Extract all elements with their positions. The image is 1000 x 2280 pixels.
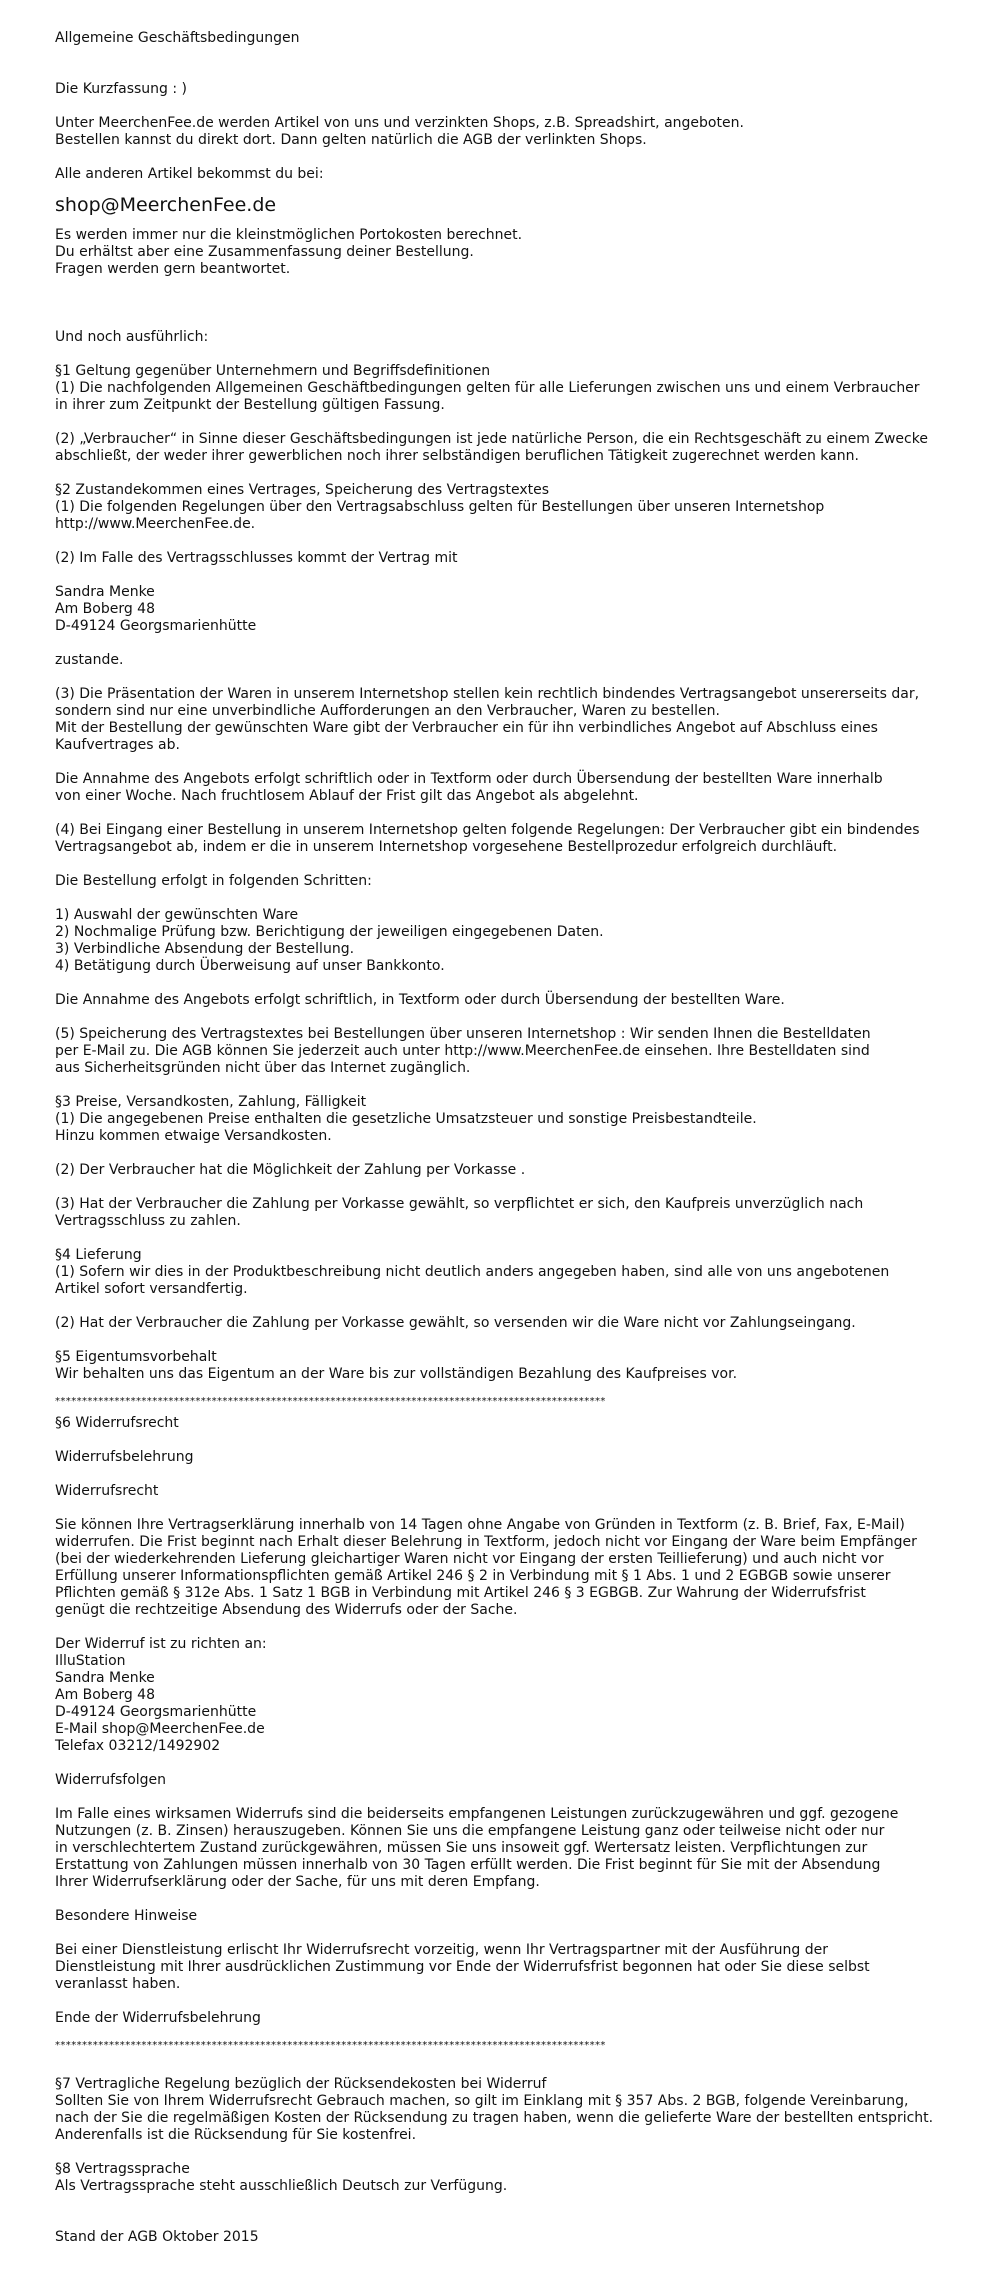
withdrawal-consequences-text: Im Falle eines wirksamen Widerrufs sind die beiderseits empfangenen Leistungen zurückzugewähren und ggf. gezogene Nutzungen (z. B. Zinsen) herauszugeben. Können Sie uns die empfangene Leistung ganz oder teilweise nicht oder nur in verschlechtertem Zustand zurückgewähren, müssen Sie uns insoweit ggf. Wertersatz leisten. Verpflichtungen zur Erstattung von Zahlungen müssen innerhalb von 30 Tagen erfüllt werden. Die Frist beginnt für Sie mit der Absendung Ihrer Widerrufserklärung oder der Sache, für uns mit deren Empfang.	[55, 1806, 899, 1890]
agb-document	[55, 30, 955, 2246]
order-steps-list: 1) Auswahl der gewünschten Ware 2) Nochmalige Prüfung bzw. Berichtigung der jeweiligen eingegebenen Daten. 3) Verbindliche Absendung der Bestellung. 4) Betätigung durch Überweisung auf unser Bankkonto.	[55, 907, 604, 974]
section-3-paragraph-3: (3) Hat der Verbraucher die Zahlung per Vorkasse gewählt, so verpflichtet er sich, den Kaufpreis unverzüglich nach Vertragsschluss zu zahlen.	[55, 1196, 864, 1229]
section-7: §7 Vertragliche Regelung bezüglich der Rücksendekosten bei Widerruf Sollten Sie von Ihrem Widerrufsrecht Gebrauch machen, so gilt im Einklang mit § 357 Abs. 2 BGB, folgende Vereinbarung, nach der Sie die regelmäßigen Kosten der Rücksendung zu tragen haben, wenn die gelieferte Ware der bestellten entspricht. Anderenfalls ist die Rücksendung für Sie kostenfrei.	[55, 2076, 934, 2143]
section-4: §4 Lieferung (1) Sofern wir dies in der Produktbeschreibung nicht deutlich anders angegeben haben, sind alle von uns angebotenen Artikel sofort versandfertig.	[55, 1247, 890, 1297]
page-title: Allgemeine Geschäftsbedingungen	[55, 30, 300, 46]
section-5: §5 Eigentumsvorbehalt Wir behalten uns das Eigentum an der Ware bis zur vollständigen Bezahlung des Kaufpreises vor.	[55, 1349, 738, 1382]
section-4-paragraph-2: (2) Hat der Verbraucher die Zahlung per Vorkasse gewählt, so versenden wir die Ware nicht vor Zahlungseingang.	[55, 1315, 856, 1331]
shop-email: shop@MeerchenFee.de	[55, 194, 277, 216]
offer-acceptance: Die Annahme des Angebots erfolgt schriftlich, in Textform oder durch Übersendung der bestellten Ware.	[55, 992, 785, 1008]
shipping-info: Es werden immer nur die kleinstmöglichen Portokosten berechnet. Du erhältst aber eine Zusammenfassung deiner Bestellung. Fragen werden gern beantwortet.	[55, 227, 523, 277]
withdrawal-address: Der Widerruf ist zu richten an: IlluStation Sandra Menke Am Boberg 48 D-49124 Georgsmarienhütte E-Mail shop@MeerchenFee.de Telefax 03212/1492902	[55, 1636, 267, 1754]
intro-paragraph: Unter MeerchenFee.de werden Artikel von uns und verzinkten Shops, z.B. Spreadshirt, angeboten. Bestellen kannst du direkt dort. Dann gelten natürlich die AGB der verlinkten Shops.	[55, 115, 744, 148]
section-1-paragraph-2: (2) „Verbraucher“ in Sinne dieser Geschäftsbedingungen ist jede natürliche Person, die ein Rechtsgeschäft zu einem Zwecke abschließt, der weder ihrer gewerblichen noch ihrer selbständigen beruflichen Tätigkeit zugerechnet werden kann.	[55, 431, 928, 464]
withdrawal-consequences-heading: Widerrufsfolgen	[55, 1772, 167, 1788]
zustande-text: zustande.	[55, 652, 124, 668]
section-8: §8 Vertragssprache Als Vertragssprache steht ausschließlich Deutsch zur Verfügung.	[55, 2161, 508, 2194]
section-2-paragraph-5: (5) Speicherung des Vertragstextes bei Bestellungen über unseren Internetshop : Wir senden Ihnen die Bestelldaten per E-Mail zu. Die AGB können Sie jederzeit auch unter http://www.MeerchenFee.de einsehen. Ihre Bestelldaten sind aus Sicherheitsgründen nicht über das Internet zugänglich.	[55, 1026, 871, 1076]
special-notes-text: Bei einer Dienstleistung erlischt Ihr Widerrufsrecht vorzeitig, wenn Ihr Vertragspartner mit der Ausführung der Dienstleistung mit Ihrer ausdrücklichen Zustimmung vor Ende der Widerrufsfrist begonnen hat oder Sie diese selbst veranlasst haben.	[55, 1942, 870, 1992]
section-2: §2 Zustandekommen eines Vertrages, Speicherung des Vertragstextes (1) Die folgenden Regelungen über den Vertragsabschluss gelten für Bestellungen über unseren Internetshop http://www.MeerchenFee.de.	[55, 482, 825, 532]
section-3-paragraph-2: (2) Der Verbraucher hat die Möglichkeit der Zahlung per Vorkasse .	[55, 1162, 526, 1178]
seller-address: Sandra Menke Am Boberg 48 D-49124 Georgsmarienhütte	[55, 584, 257, 634]
star-divider-2: ******************************************************************************************************	[55, 2040, 606, 2051]
withdrawal-right-heading: Widerrufsrecht	[55, 1483, 159, 1499]
section-1: §1 Geltung gegenüber Unternehmern und Begriffsdefinitionen (1) Die nachfolgenden Allgemeinen Geschäftbedingungen gelten für alle Lieferungen zwischen uns und einem Verbraucher in ihrer zum Zeitpunkt der Bestellung gültigen Fassung.	[55, 363, 920, 413]
other-articles-text: Alle anderen Artikel bekommst du bei:	[55, 166, 324, 182]
withdrawal-end: Ende der Widerrufsbelehrung	[55, 2010, 261, 2026]
special-notes-heading: Besondere Hinweise	[55, 1908, 198, 1924]
section-2-paragraph-4: (4) Bei Eingang einer Bestellung in unserem Internetshop gelten folgende Regelungen: Der Verbraucher gibt ein bindendes Vertragsangebot ab, indem er die in unserem Internetshop vorgesehene Bestellprozedur erfolgreich durchläuft.	[55, 822, 920, 855]
order-steps-intro: Die Bestellung erfolgt in folgenden Schritten:	[55, 873, 372, 889]
withdrawal-right-text: Sie können Ihre Vertragserklärung innerhalb von 14 Tagen ohne Angabe von Gründen in Textform (z. B. Brief, Fax, E-Mail) widerrufen. Die Frist beginnt nach Erhalt dieser Belehrung in Textform, jedoch nicht vor Eingang der Ware beim Empfänger (bei der wiederkehrenden Lieferung gleichartiger Waren nicht vor Eingang der ersten Teillieferung) und auch nicht vor Erfüllung unserer Informationspflichten gemäß Artikel 246 § 2 in Verbindung mit § 1 Abs. 1 und 2 EGBGB sowie unserer Pflichten gemäß § 312e Abs. 1 Satz 1 BGB in Verbindung mit Artikel 246 § 3 EGBGB. Zur Wahrung der Widerrufsfrist genügt die rechtzeitige Absendung des Widerrufs oder der Sache.	[55, 1517, 917, 1618]
section-3: §3 Preise, Versandkosten, Zahlung, Fälligkeit (1) Die angegebenen Preise enthalten die gesetzliche Umsatzsteuer und sonstige Preisbestandteile. Hinzu kommen etwaige Versandkosten.	[55, 1094, 757, 1144]
detailed-heading: Und noch ausführlich:	[55, 329, 209, 345]
short-version-heading: Die Kurzfassung : )	[55, 81, 188, 97]
section-2-paragraph-2: (2) Im Falle des Vertragsschlusses kommt der Vertrag mit	[55, 550, 458, 566]
section-2-acceptance: Die Annahme des Angebots erfolgt schriftlich oder in Textform oder durch Übersendung der bestellten Ware innerhalb von einer Woche. Nach fruchtlosem Ablauf der Frist gilt das Angebot als abgelehnt.	[55, 771, 883, 804]
section-2-paragraph-3: (3) Die Präsentation der Waren in unserem Internetshop stellen kein rechtlich bindendes Vertragsangebot unsererseits dar, sondern sind nur eine unverbindliche Aufforderungen an den Verbraucher, Waren zu bestellen. Mit der Bestellung der gewünschten Ware gibt der Verbraucher ein für ihn verbindliches Angebot auf Abschluss eines Kaufvertrages ab.	[55, 686, 920, 753]
terms-date: Stand der AGB Oktober 2015	[55, 2229, 259, 2245]
withdrawal-instruction-heading: Widerrufsbelehrung	[55, 1449, 194, 1465]
section-6-heading: §6 Widerrufsrecht	[55, 1415, 179, 1431]
star-divider: ******************************************************************************************************	[55, 1396, 606, 1407]
